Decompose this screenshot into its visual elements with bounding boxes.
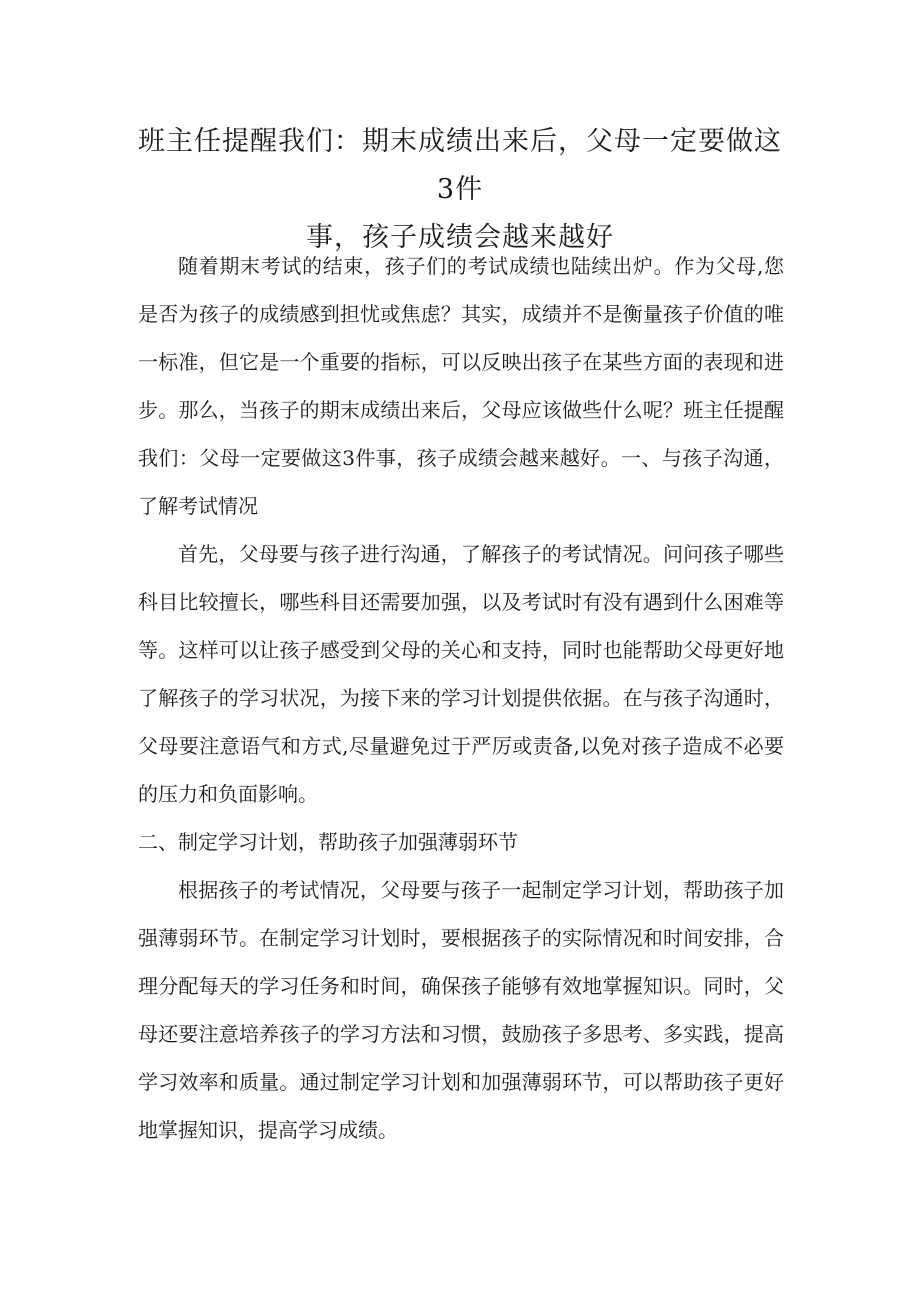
document-title [130, 118, 790, 262]
title-line-1: 班主任提醒我们：期末成绩出来后，父母一定要做这3件 [138, 126, 782, 205]
document-body [138, 242, 784, 1154]
paragraph-communicate: 首先，父母要与孩子进行沟通，了解孩子的考试情况。问问孩子哪些科目比较擅长，哪些科目还需要加强，以及考试时有没有遇到什么困难等等。这样可以让孩子感受到父母的关心和支持，同时也能帮助父母更好地了解孩子的学习状况，为接下来的学习计划提供依据。在与孩子沟通时，父母要注意语气和方式,尽量避免过于严厉或责备,以免对孩子造成不必要的压力和负面影响。 [138, 542, 784, 806]
paragraph-intro: 随着期末考试的结束，孩子们的考试成绩也陆续出炉。作为父母,您是否为孩子的成绩感到担忧或焦虑？其实，成绩并不是衡量孩子价值的唯一标准，但它是一个重要的指标，可以反映出孩子在某些方面的表现和进步。那么，当孩子的期末成绩出来后，父母应该做些什么呢？班主任提醒我们：父母一定要做这3件事，孩子成绩会越来越好。一、与孩子沟通，了解考试情况 [138, 254, 784, 518]
paragraph-study-plan: 根据孩子的考试情况，父母要与孩子一起制定学习计划，帮助孩子加强薄弱环节。在制定学习计划时，要根据孩子的实际情况和时间安排，合理分配每天的学习任务和时间，确保孩子能够有效地掌握知识。同时，父母还要注意培养孩子的学习方法和习惯，鼓励孩子多思考、多实践，提高学习效率和质量。通过制定学习计划和加强薄弱环节，可以帮助孩子更好地掌握知识，提高学习成绩。 [138, 878, 784, 1142]
section-heading-study-plan: 二、制定学习计划，帮助孩子加强薄弱环节 [138, 830, 518, 854]
title-line-2: 事，孩子成绩会越来越好 [306, 222, 614, 253]
